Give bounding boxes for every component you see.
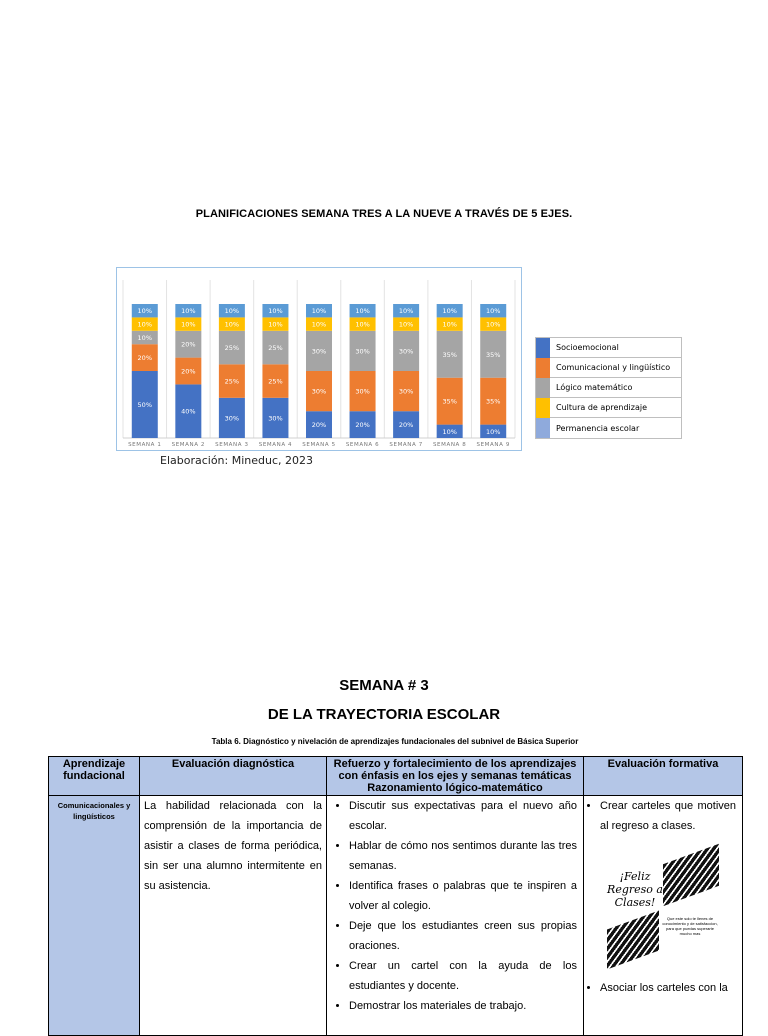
list-item: • Demostrar los materiales de trabajo. bbox=[349, 996, 577, 1016]
data-label: 10% bbox=[485, 427, 501, 436]
legend-swatch bbox=[536, 418, 550, 438]
plan-table bbox=[48, 756, 743, 1036]
page-heading: PLANIFICACIONES SEMANA TRES A LA NUEVE A TRAVÉS DE 5 EJES. bbox=[195, 208, 573, 220]
data-label: 10% bbox=[485, 320, 501, 329]
data-label: 25% bbox=[224, 377, 240, 386]
legend-item bbox=[536, 378, 681, 398]
tick-label: SEMANA 1 bbox=[128, 442, 162, 448]
stacked-bar-chart bbox=[116, 267, 522, 451]
data-label: 40% bbox=[181, 407, 196, 416]
tick-label: SEMANA 7 bbox=[389, 442, 423, 448]
data-label: 10% bbox=[137, 334, 153, 342]
data-label: 20% bbox=[137, 354, 153, 363]
tick-label: SEMANA 3 bbox=[215, 442, 249, 448]
data-label: 30% bbox=[224, 414, 240, 423]
data-label: 35% bbox=[485, 397, 501, 406]
list-item: • Asociar los carteles con la bbox=[600, 978, 736, 998]
tick-label: SEMANA 4 bbox=[258, 442, 293, 448]
table-row bbox=[49, 796, 743, 1036]
legend-item bbox=[536, 418, 681, 438]
header-cell: Evaluación formativa bbox=[584, 757, 743, 796]
data-label: 25% bbox=[224, 344, 240, 353]
data-label: 10% bbox=[355, 320, 370, 329]
legend-swatch bbox=[536, 358, 550, 378]
chart-canvas bbox=[117, 268, 521, 450]
data-label: 10% bbox=[398, 320, 414, 329]
data-label: 10% bbox=[268, 320, 283, 329]
data-label: 30% bbox=[398, 387, 414, 396]
legend-label: Lógico matemático bbox=[556, 383, 633, 392]
chart-legend bbox=[535, 337, 682, 439]
week-title: SEMANA # 3 bbox=[339, 677, 429, 694]
poster-image bbox=[605, 850, 721, 970]
data-label: 25% bbox=[268, 377, 283, 386]
list-item: • Crear carteles que motiven al regreso a clases. bbox=[600, 796, 736, 836]
data-label: 30% bbox=[355, 347, 370, 356]
list-item: • Discutir sus expectativas para el nuevo año escolar. bbox=[349, 796, 577, 836]
data-label: 10% bbox=[398, 307, 414, 316]
legend-label: Permanencia escolar bbox=[556, 423, 640, 433]
data-label: 10% bbox=[224, 320, 240, 329]
header-cell: Evaluación diagnóstica bbox=[140, 757, 327, 796]
activities-list bbox=[327, 796, 583, 1016]
poster-small-text: Que este solo te llenes de conocimiento y de satisfaccion, para que puedas superarte mucho mas bbox=[662, 916, 718, 936]
activities-cell bbox=[327, 796, 584, 1036]
poster-stripes-top bbox=[663, 844, 719, 906]
tick-label: SEMANA 5 bbox=[302, 442, 336, 448]
legend-item bbox=[536, 338, 681, 358]
data-label: 20% bbox=[398, 421, 414, 430]
data-label: 10% bbox=[442, 320, 457, 329]
data-label: 20% bbox=[355, 421, 370, 430]
poster-title: ¡Feliz Regreso a Clases! bbox=[607, 870, 663, 909]
week-subtitle: DE LA TRAYECTORIA ESCOLAR bbox=[267, 706, 501, 723]
data-label: 30% bbox=[355, 387, 370, 396]
axis-cell bbox=[49, 796, 140, 1036]
data-label: 35% bbox=[485, 350, 501, 359]
header-cell: Aprendizaje fundacional bbox=[49, 757, 140, 796]
formative-list bbox=[584, 796, 742, 836]
data-label: 20% bbox=[311, 421, 327, 430]
data-label: 10% bbox=[355, 307, 370, 316]
list-item: • Crear un cartel con la ayuda de los estudiantes y docente. bbox=[349, 956, 577, 996]
formative-cell bbox=[584, 796, 743, 1036]
legend-item bbox=[536, 398, 681, 418]
diagnostic-text: La habilidad relacionada con la comprensión de la importancia de asistir a clases de forma periódica, sin ser una alumno intermitente en su asistencia. bbox=[144, 800, 322, 892]
data-label: 10% bbox=[311, 307, 327, 316]
axis-name: Comunicacionales y lingüísticos bbox=[57, 801, 131, 821]
data-label: 10% bbox=[442, 307, 457, 316]
legend-label: Comunicacional y lingüístico bbox=[556, 363, 671, 372]
header-cell: Refuerzo y fortalecimiento de los aprendizajes con énfasis en los ejes y semanas temáticas Razonamiento lógico-matemático bbox=[327, 757, 584, 796]
data-label: 35% bbox=[442, 350, 457, 359]
legend-swatch bbox=[536, 338, 550, 358]
data-label: 30% bbox=[311, 387, 327, 396]
data-label: 10% bbox=[485, 307, 501, 316]
data-label: 20% bbox=[181, 340, 196, 349]
tick-label: SEMANA 9 bbox=[476, 442, 510, 448]
data-label: 10% bbox=[442, 427, 457, 436]
data-label: 10% bbox=[137, 307, 153, 316]
data-label: 10% bbox=[311, 320, 327, 329]
data-label: 10% bbox=[181, 307, 196, 316]
list-item: • Deje que los estudiantes creen sus propias oraciones. bbox=[349, 916, 577, 956]
table-header-row bbox=[49, 757, 743, 796]
table-caption: Tabla 6. Diagnóstico y nivelación de aprendizajes fundacionales del subnivel de Básica Superior bbox=[211, 737, 579, 746]
data-label: 50% bbox=[137, 401, 153, 409]
data-label: 30% bbox=[398, 347, 414, 356]
poster-stripes-bottom bbox=[607, 911, 659, 970]
diagnostic-cell bbox=[140, 796, 327, 1036]
legend-swatch bbox=[536, 378, 550, 398]
data-label: 10% bbox=[181, 320, 196, 329]
legend-swatch bbox=[536, 398, 550, 418]
tick-label: SEMANA 6 bbox=[345, 442, 380, 448]
data-label: 30% bbox=[311, 347, 327, 356]
data-label: 35% bbox=[442, 397, 457, 406]
formative-list-2 bbox=[584, 978, 742, 998]
data-label: 10% bbox=[224, 307, 240, 316]
legend-label: Socioemocional bbox=[556, 343, 619, 352]
tick-label: SEMANA 2 bbox=[171, 442, 206, 448]
data-label: 10% bbox=[268, 307, 283, 316]
data-label: 25% bbox=[268, 344, 283, 353]
data-label: 20% bbox=[181, 367, 196, 376]
tick-label: SEMANA 8 bbox=[432, 442, 467, 448]
list-item: • Identifica frases o palabras que te inspiren a volver al colegio. bbox=[349, 876, 577, 916]
list-item: • Hablar de cómo nos sentimos durante las tres semanas. bbox=[349, 836, 577, 876]
data-label: 30% bbox=[268, 414, 283, 423]
data-label: 10% bbox=[137, 320, 153, 329]
legend-item bbox=[536, 358, 681, 378]
legend-label: Cultura de aprendizaje bbox=[556, 403, 647, 412]
chart-source: Elaboración: Mineduc, 2023 bbox=[160, 454, 314, 467]
